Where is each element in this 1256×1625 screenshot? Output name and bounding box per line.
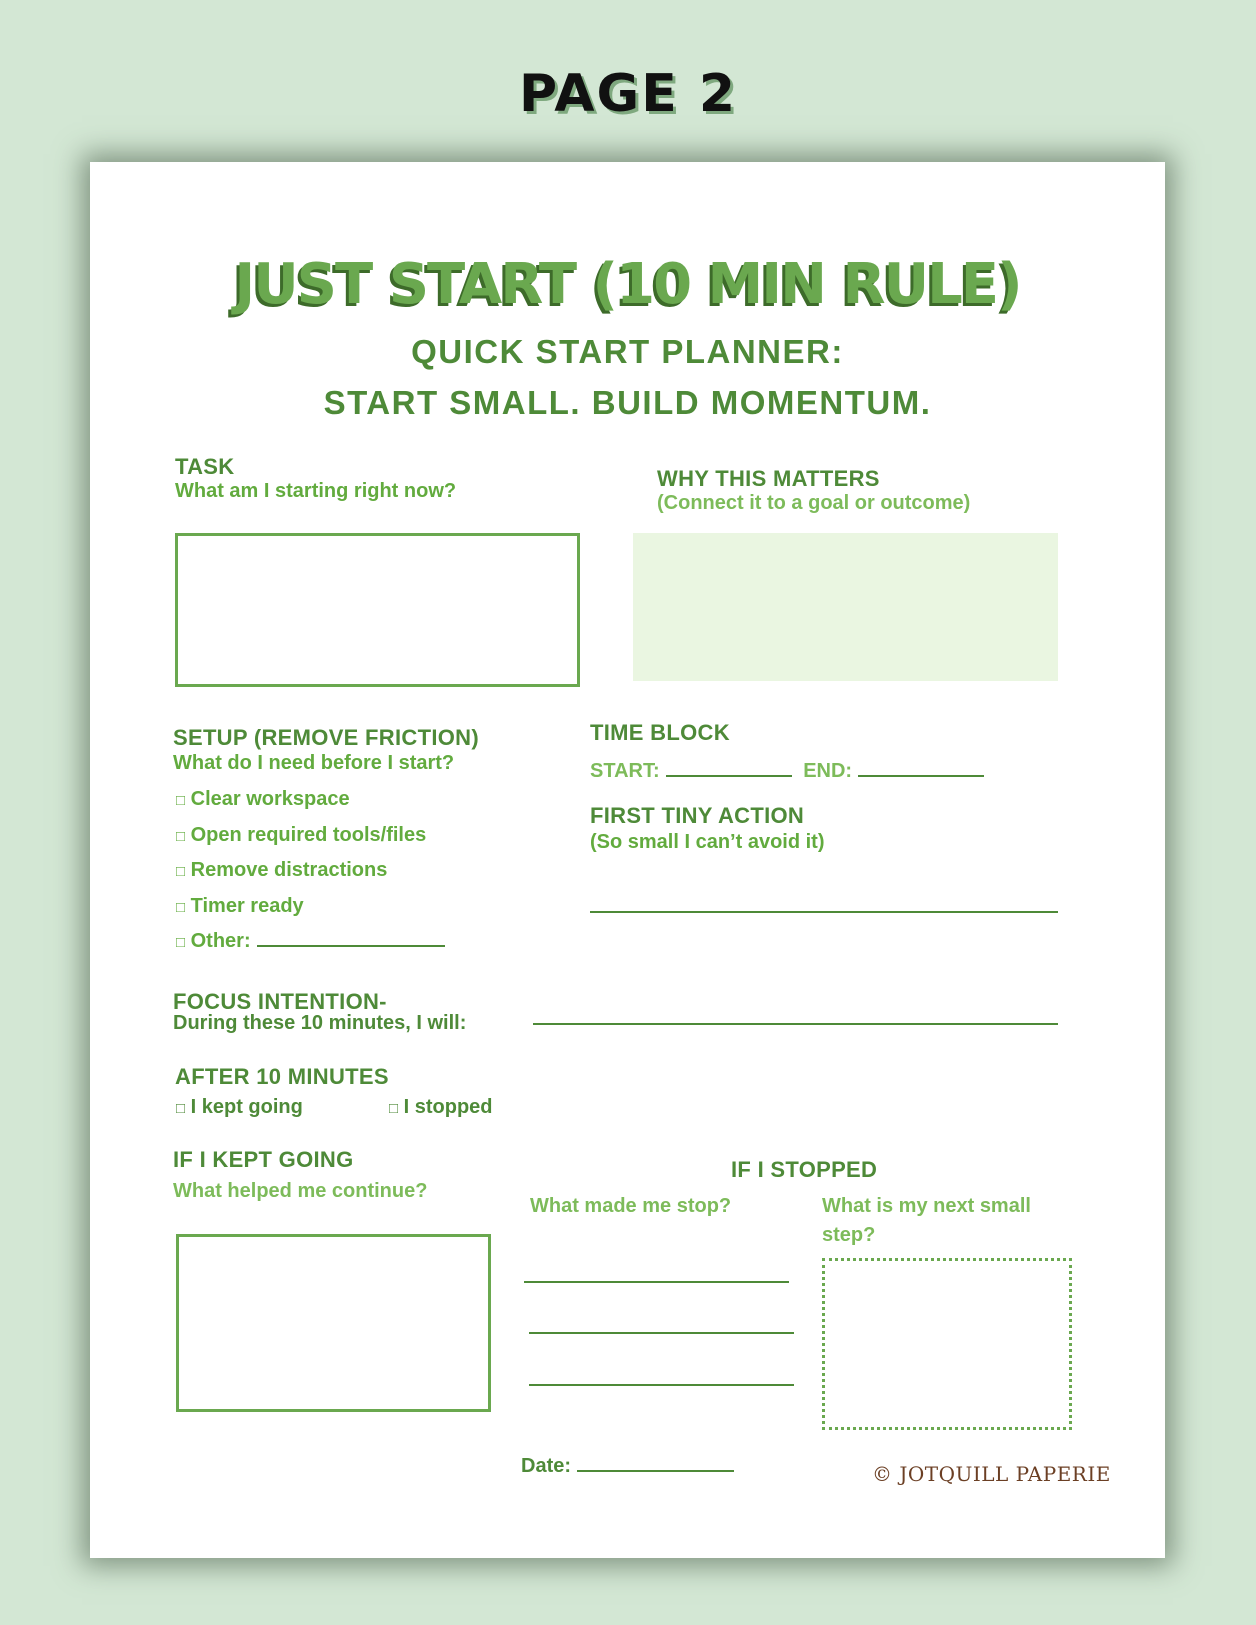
start-blank-line[interactable] [666, 775, 792, 777]
task-heading: TASK [175, 454, 235, 479]
setup-item-label: Timer ready [190, 895, 304, 917]
time-block-row [590, 760, 984, 783]
stopped-question-right-line-1: What is my next small [822, 1195, 1031, 1217]
checkbox-icon[interactable]: □ [176, 934, 186, 951]
checkbox-icon[interactable]: □ [176, 899, 186, 916]
after-option-label: I kept going [190, 1096, 303, 1118]
end-blank-line[interactable] [858, 775, 984, 777]
setup-heading: SETUP (REMOVE FRICTION) [173, 725, 479, 750]
focus-question: During these 10 minutes, I will: [173, 1012, 467, 1034]
focus-line[interactable] [533, 1023, 1058, 1025]
date-blank-line[interactable] [577, 1470, 734, 1472]
why-answer-box[interactable] [633, 533, 1058, 681]
why-heading: WHY THIS MATTERS [657, 466, 880, 491]
other-blank-line[interactable] [257, 945, 445, 947]
first-action-heading: FIRST TINY ACTION [590, 803, 805, 828]
kept-going-answer-box[interactable] [176, 1234, 491, 1412]
stopped-heading: IF I STOPPED [731, 1157, 878, 1182]
checkbox-icon[interactable]: □ [176, 792, 186, 809]
task-question: What am I starting right now? [175, 480, 457, 502]
start-label: START: [590, 760, 660, 782]
setup-item-label: Other: [190, 930, 251, 952]
after-option-kept[interactable] [176, 1096, 303, 1119]
checkbox-icon[interactable]: □ [176, 1100, 186, 1117]
next-step-answer-box[interactable] [822, 1258, 1072, 1430]
subtitle-line-1: QUICK START PLANNER: [411, 333, 844, 370]
stopped-line[interactable] [524, 1281, 789, 1283]
setup-question: What do I need before I start? [173, 752, 455, 774]
stopped-question-left: What made me stop? [530, 1195, 732, 1217]
focus-heading: FOCUS INTENTION- [173, 989, 387, 1014]
after-heading: AFTER 10 MINUTES [175, 1064, 389, 1089]
setup-item[interactable] [176, 930, 445, 953]
task-answer-box[interactable] [175, 533, 580, 687]
setup-item[interactable] [176, 788, 350, 811]
setup-item-label: Clear workspace [190, 788, 350, 810]
copyright-text: © JOTQUILL PAPERIE [872, 1462, 1111, 1486]
planner-sheet [90, 162, 1165, 1558]
kept-going-heading: IF I KEPT GOING [173, 1147, 354, 1172]
date-row [521, 1455, 734, 1478]
time-block-heading: TIME BLOCK [590, 720, 730, 745]
checkbox-icon[interactable]: □ [176, 863, 186, 880]
first-action-question: (So small I can’t avoid it) [590, 831, 825, 853]
checkbox-icon[interactable]: □ [176, 828, 186, 845]
date-label: Date: [521, 1455, 572, 1477]
checkbox-icon[interactable]: □ [389, 1100, 399, 1117]
page-label: PAGE 2 [518, 64, 738, 124]
after-option-label: I stopped [403, 1096, 493, 1118]
kept-going-question: What helped me continue? [173, 1180, 428, 1202]
setup-item-label: Remove distractions [190, 859, 388, 881]
first-action-line[interactable] [590, 911, 1058, 913]
why-question: (Connect it to a goal or outcome) [657, 492, 971, 514]
subtitle-line-2: START SMALL. BUILD MOMENTUM. [323, 384, 932, 421]
setup-item[interactable] [176, 824, 426, 847]
stopped-line[interactable] [529, 1384, 794, 1386]
page-title: JUST START (10 MIN RULE) [234, 252, 1021, 317]
after-option-stopped[interactable] [389, 1096, 493, 1119]
setup-item[interactable] [176, 895, 304, 918]
setup-item-label: Open required tools/files [190, 824, 427, 846]
end-label: END: [803, 760, 853, 782]
stopped-question-right-line-2: step? [822, 1224, 876, 1246]
setup-item[interactable] [176, 859, 387, 882]
stopped-line[interactable] [529, 1332, 794, 1334]
